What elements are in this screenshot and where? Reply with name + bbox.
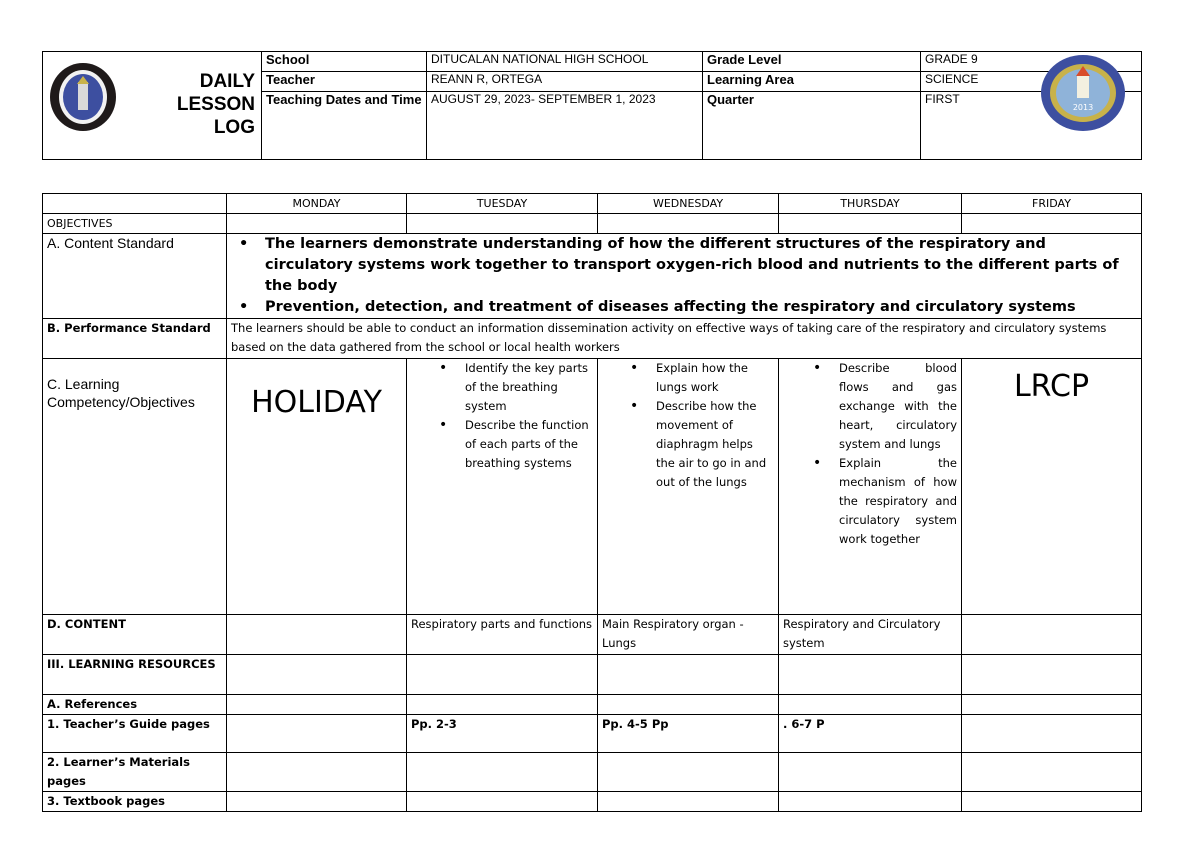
performance-standard-label: B. Performance Standard: [43, 319, 227, 359]
teachers-guide-label: 1. Teacher’s Guide pages: [43, 715, 227, 753]
teachers-guide-row: [43, 715, 1142, 753]
textbook-pages-label: 3. Textbook pages: [43, 792, 227, 812]
school-seal-year: 2013: [1072, 103, 1094, 112]
day-thursday: THURSDAY: [779, 194, 962, 214]
objectives-row: [43, 214, 1142, 234]
learning-area-value: SCIENCE: [921, 72, 1142, 92]
references-label: A. References: [43, 695, 227, 715]
school-seal-icon: [1040, 54, 1126, 132]
competency-item: • Describe the function of each parts of the breathing systems: [465, 416, 593, 473]
day-monday: MONDAY: [227, 194, 407, 214]
wednesday-competency: [598, 359, 779, 615]
content-row: [43, 615, 1142, 655]
thursday-competency: [779, 359, 962, 615]
day-wednesday: WEDNESDAY: [598, 194, 779, 214]
grade-level-value: GRADE 9: [921, 52, 1142, 72]
content-label: D. CONTENT: [43, 615, 227, 655]
learning-resources-label: III. LEARNING RESOURCES: [43, 655, 227, 695]
day-friday: FRIDAY: [962, 194, 1142, 214]
teacher-value: REANN R, ORTEGA: [427, 72, 703, 92]
daily-lesson-log-title: DAILY LESSON LOG: [176, 71, 255, 138]
performance-standard-text: The learners should be able to conduct an information dissemination activity on effective ways of taking care of the respiratory and circulatory systems based on the data gathered from the school or local health workers: [227, 319, 1142, 359]
learners-materials-row: [43, 753, 1142, 792]
competency-item: • Describe how the movement of diaphragm helps the air to go in and out of the lungs: [656, 397, 774, 492]
empty-corner-cell: [43, 194, 227, 214]
teachers-guide-wednesday: Pp. 4-5 Pp: [598, 715, 779, 753]
content-standard-row: [43, 234, 1142, 319]
school-label: School: [262, 52, 427, 72]
learners-materials-label: 2. Learner’s Materials pages: [43, 753, 227, 792]
content-standard-text: [227, 234, 1142, 319]
header-logo-cell: [43, 52, 262, 160]
content-wednesday: Main Respiratory organ - Lungs: [598, 615, 779, 655]
days-header-row: [43, 194, 1142, 214]
content-standard-item: • The learners demonstrate understanding of how the different structures of the respiratory and circulatory systems work together to transport oxygen-rich blood and nutrients to the different parts of the body: [265, 234, 1137, 297]
learning-area-label: Learning Area: [703, 72, 921, 92]
teaching-dates-label: Teaching Dates and Time: [262, 92, 427, 160]
performance-standard-row: [43, 319, 1142, 359]
references-row: [43, 695, 1142, 715]
quarter-value: FIRST: [921, 92, 1142, 160]
learning-competency-label: C. Learning Competency/Objectives: [43, 359, 227, 615]
content-standard-item: • Prevention, detection, and treatment of diseases affecting the respiratory and circulatory systems: [265, 297, 1137, 318]
day-tuesday: TUESDAY: [407, 194, 598, 214]
teachers-guide-tuesday: Pp. 2-3: [407, 715, 598, 753]
objectives-label: OBJECTIVES: [43, 214, 227, 234]
school-value: DITUCALAN NATIONAL HIGH SCHOOL: [427, 52, 703, 72]
textbook-pages-row: [43, 792, 1142, 812]
content-standard-label: A. Content Standard: [43, 234, 227, 319]
teacher-label: Teacher: [262, 72, 427, 92]
quarter-label: Quarter: [703, 92, 921, 160]
competency-item: • Identify the key parts of the breathing system: [465, 359, 593, 416]
learning-resources-row: [43, 655, 1142, 695]
friday-competency: LRCP: [962, 359, 1142, 615]
content-thursday: Respiratory and Circulatory system: [779, 615, 962, 655]
header-table: [42, 51, 1142, 160]
monday-competency: HOLIDAY: [227, 359, 407, 615]
competency-item: • Explain the mechanism of how the respiratory and circulatory system work together: [839, 454, 957, 549]
tuesday-competency: [407, 359, 598, 615]
competency-item: • Explain how the lungs work: [656, 359, 774, 397]
teachers-guide-thursday: . 6-7 P: [779, 715, 962, 753]
learning-competency-row: [43, 359, 1142, 615]
teaching-dates-value: AUGUST 29, 2023- SEPTEMBER 1, 2023: [427, 92, 703, 160]
deped-seal-icon: [48, 62, 118, 132]
lesson-log-table: [42, 193, 1142, 812]
grade-level-label: Grade Level: [703, 52, 921, 72]
content-tuesday: Respiratory parts and functions: [407, 615, 598, 655]
competency-item: • Describe blood flows and gas exchange with the heart, circulatory system and lungs: [839, 359, 957, 454]
